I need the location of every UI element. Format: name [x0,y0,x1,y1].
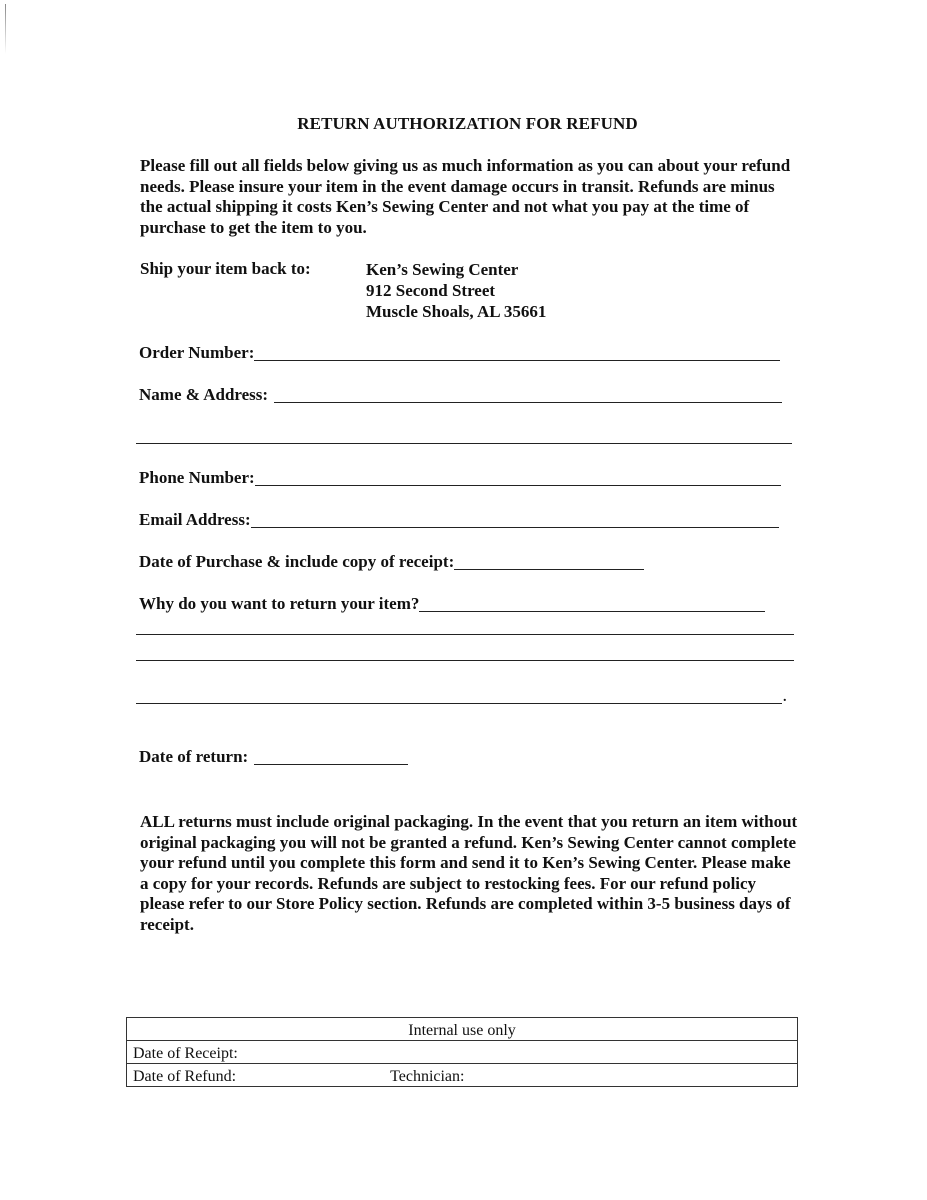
name-address-input-line-2[interactable] [136,443,792,444]
return-date-field [139,745,408,767]
phone-field [139,466,781,488]
ship-street: 912 Second Street [366,281,496,300]
date-refund-label: Date of Refund: [133,1068,237,1085]
ship-to-label: Ship your item back to: [140,259,311,278]
form-title: RETURN AUTHORIZATION FOR REFUND [297,114,638,133]
email-field [139,508,779,530]
date-refund-row [127,1064,798,1087]
intro-paragraph: Please fill out all fields below giving us as much information as you can about your refund needs. Please insure your item in the event damage occurs in transit. Refunds are minus the actual shipping it costs Ken’s Sewing Center and not what you pay at the time of purchase to get the item to you. [140,156,791,237]
reason-input-line[interactable] [419,611,765,612]
internal-use-table [126,1017,798,1087]
order-number-input-line[interactable] [254,360,780,361]
reason-field [139,592,765,614]
date-refund-cell[interactable] [127,1064,798,1087]
scan-edge-mark [5,4,6,54]
name-address-field [139,383,782,405]
purchase-date-label: Date of Purchase & include copy of receipt: [139,552,455,571]
email-label: Email Address: [139,510,251,529]
purchase-date-field [139,550,644,572]
phone-input-line[interactable] [255,485,781,486]
ship-name: Ken’s Sewing Center [366,260,519,279]
reason-input-line-3[interactable] [136,660,794,661]
ship-address [366,259,546,322]
email-input-line[interactable] [251,527,779,528]
closing-paragraph: ALL returns must include original packaging. In the event that you return an item without original packaging you will not be granted a refund. Ken’s Sewing Center cannot complete your refund until you complete this form and send it to Ken’s Sewing Center. Please make a copy for your records. Refunds are subject to restocking fees. For our refund policy please refer to our Store Policy section. Refunds are completed within 3-5 business days of receipt. [140,812,798,934]
name-address-input-line[interactable] [274,402,782,403]
phone-label: Phone Number: [139,468,255,487]
reason-input-line-4[interactable] [136,703,782,704]
ship-city: Muscle Shoals, AL 35661 [366,302,547,321]
date-receipt-row [127,1041,798,1064]
return-date-label: Date of return: [139,747,249,766]
purchase-date-input-line[interactable] [454,569,644,570]
reason-input-line-2[interactable] [136,634,794,635]
reason-label: Why do you want to return your item? [139,594,420,613]
order-number-label: Order Number: [139,343,255,362]
technician-label: Technician: [390,1068,465,1085]
period-mark: . [783,690,787,705]
order-number-field [139,341,780,363]
date-receipt-cell[interactable]: Date of Receipt: [127,1041,798,1064]
internal-header-row [127,1018,798,1041]
internal-header: Internal use only [127,1018,798,1041]
return-date-input-line[interactable] [254,764,408,765]
name-address-label: Name & Address: [139,385,269,404]
